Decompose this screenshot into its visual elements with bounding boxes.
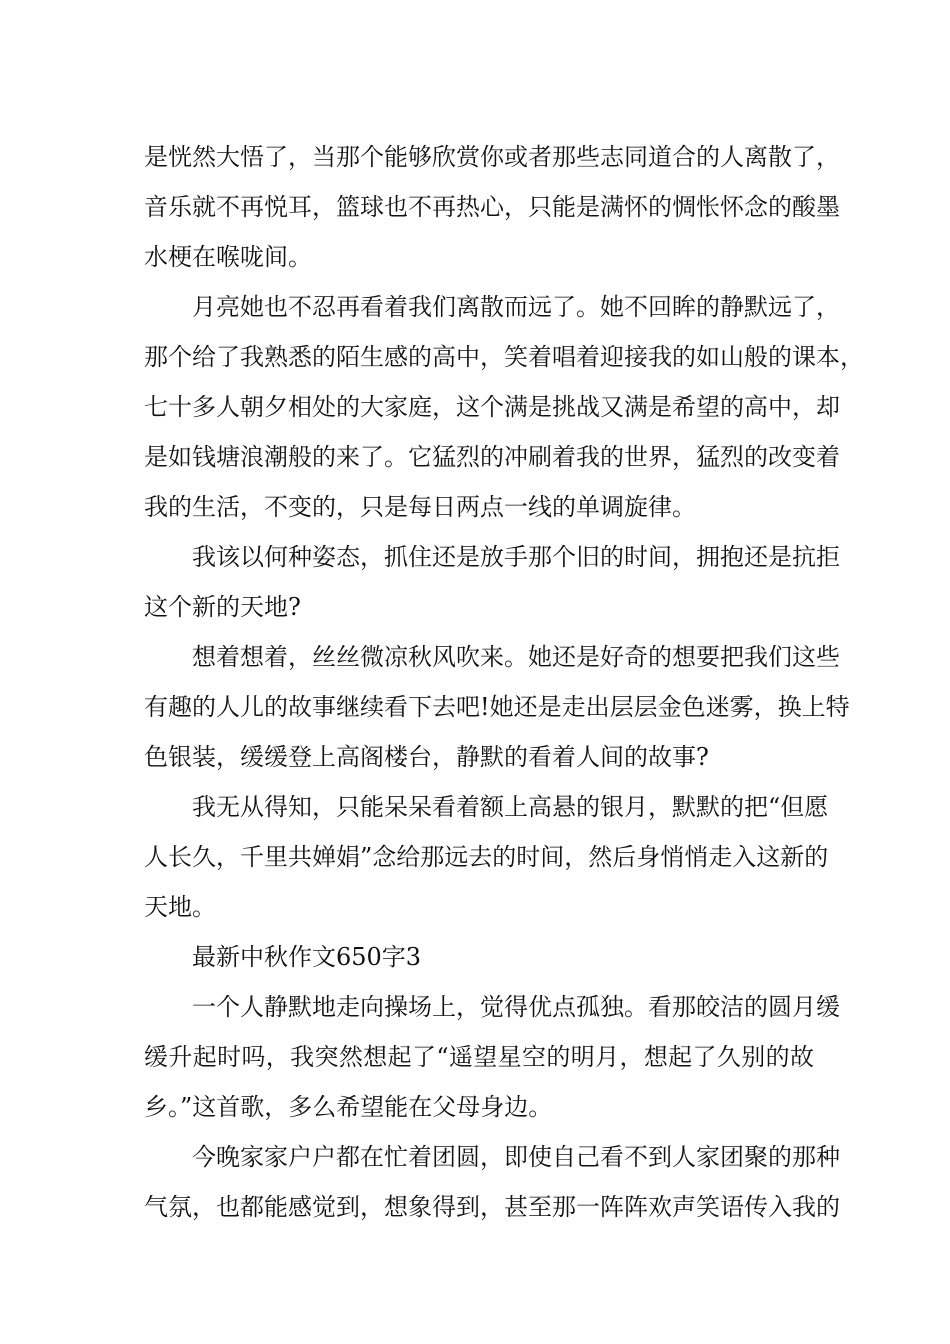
essay-body bbox=[144, 132, 864, 1232]
text-line: 是如钱塘浪潮般的来了。它猛烈的冲刷着我的世界，猛烈的改变着 bbox=[144, 443, 840, 471]
text-line: 水梗在喉咙间。 bbox=[144, 243, 312, 271]
section-heading: 最新中秋作文650字3 bbox=[192, 943, 422, 971]
paragraph-first-line: 我该以何种姿态，抓住还是放手那个旧的时间，拥抱还是抗拒 bbox=[192, 543, 840, 571]
text-line: 色银装，缓缓登上高阁楼台，静默的看着人间的故事? bbox=[144, 743, 709, 771]
paragraph-first-line: 今晚家家户户都在忙着团圆，即使自己看不到人家团聚的那种 bbox=[192, 1143, 840, 1171]
text-line: 天地。 bbox=[144, 893, 216, 921]
text-line: 缓升起时吗，我突然想起了“遥望星空的明月，想起了久别的故 bbox=[144, 1043, 814, 1071]
text-line: 音乐就不再悦耳，篮球也不再热心，只能是满怀的惆怅怀念的酸墨 bbox=[144, 193, 840, 221]
text-line: 是恍然大悟了，当那个能够欣赏你或者那些志同道合的人离散了， bbox=[144, 143, 840, 171]
text-line: 那个给了我熟悉的陌生感的高中，笑着唱着迎接我的如山般的课本， bbox=[144, 343, 864, 371]
text-line: 乡。”这首歌，多么希望能在父母身边。 bbox=[144, 1093, 553, 1121]
paragraph-first-line: 我无从得知，只能呆呆看着额上高悬的银月，默默的把“但愿 bbox=[192, 793, 829, 821]
text-line: 有趣的人儿的故事继续看下去吧!她还是走出层层金色迷雾，换上特 bbox=[144, 693, 850, 721]
paragraph-first-line: 一个人静默地走向操场上，觉得优点孤独。看那皎洁的圆月缓 bbox=[192, 993, 840, 1021]
text-line: 人长久，千里共婵娟”念给那远去的时间，然后身悄悄走入这新的 bbox=[144, 843, 829, 871]
paragraph-first-line: 想着想着，丝丝微凉秋风吹来。她还是好奇的想要把我们这些 bbox=[192, 643, 840, 671]
text-line: 我的生活，不变的，只是每日两点一线的单调旋律。 bbox=[144, 493, 696, 521]
text-line: 气氛，也都能感觉到，想象得到，甚至那一阵阵欢声笑语传入我的 bbox=[144, 1193, 840, 1221]
paragraph-first-line: 月亮她也不忍再看着我们离散而远了。她不回眸的静默远了， bbox=[192, 293, 840, 321]
text-line: 七十多人朝夕相处的大家庭，这个满是挑战又满是希望的高中，却 bbox=[144, 393, 840, 421]
text-line: 这个新的天地? bbox=[144, 593, 301, 621]
